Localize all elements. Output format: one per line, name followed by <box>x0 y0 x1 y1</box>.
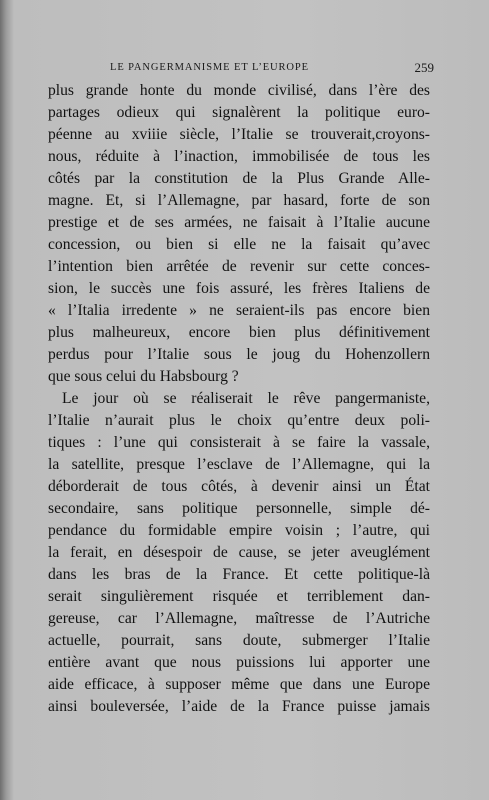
text-line: l’Italie n’aurait plus le choix qu’entre deux poli- <box>48 412 430 429</box>
text-line: prestige et de ses armées, ne faisait à l’Italie aucune <box>48 214 430 231</box>
text-line: l’intention bien arrêtée de revenir sur cette conces- <box>48 258 430 275</box>
text-line: côtés par la constitution de la Plus Grande Alle- <box>48 170 430 187</box>
paragraph <box>48 388 430 718</box>
book-page <box>18 0 489 800</box>
page-number: 259 <box>414 60 434 75</box>
paragraph <box>48 80 430 388</box>
text-line: perdus pour l’Italie sous le joug du Hohenzollern <box>48 346 430 363</box>
text-line: nous, réduite à l’inaction, immobilisée de tous les <box>48 148 430 165</box>
page-header <box>66 60 434 78</box>
text-line: magne. Et, si l’Allemagne, par hasard, forte de son <box>48 192 430 209</box>
body-text <box>48 80 430 718</box>
text-line: concession, ou bien si elle ne la faisait qu’avec <box>48 236 430 253</box>
running-title: LE PANGERMANISME ET L’EUROPE <box>110 62 309 73</box>
text-line: plus grande honte du monde civilisé, dans l’ère des <box>48 82 430 99</box>
text-line: pendance du formidable empire voisin ; l’autre, qui <box>48 522 430 539</box>
text-line: la satellite, presque l’esclave de l’Allemagne, qui la <box>48 456 430 473</box>
text-line: que sous celui du Habsbourg ? <box>48 368 239 385</box>
text-line: péenne au xviiie siècle, l’Italie se trouverait,croyons- <box>48 126 430 143</box>
text-line: actuelle, pourrait, sans doute, submerger l’Italie <box>48 632 430 649</box>
text-line: déborderait de tous côtés, à devenir ainsi un État <box>48 478 430 495</box>
text-line: tiques : l’une qui consisterait à se faire la vassale, <box>48 434 430 451</box>
text-line: plus malheureux, encore bien plus définitivement <box>48 324 430 341</box>
text-line: gereuse, car l’Allemagne, maîtresse de l’Autriche <box>48 610 430 627</box>
text-line: la ferait, en désespoir de cause, se jeter aveuglément <box>48 544 430 561</box>
text-line: aide efficace, à supposer même que dans une Europe <box>48 676 430 693</box>
text-line: entière avant que nous puissions lui apporter une <box>48 654 430 671</box>
text-line: « l’Italia irredente » ne seraient-ils pas encore bien <box>48 302 430 319</box>
text-line: Le jour où se réaliserait le rêve pangermaniste, <box>62 390 430 407</box>
text-line: ainsi bouleversée, l’aide de la France puisse jamais <box>48 698 430 715</box>
text-line: dans les bras de la France. Et cette politique-là <box>48 566 430 583</box>
text-line: secondaire, sans politique personnelle, simple dé- <box>48 500 430 517</box>
text-line: sion, le succès une fois assuré, les frères Italiens de <box>48 280 430 297</box>
text-line: partages odieux qui signalèrent la politique euro- <box>48 104 430 121</box>
text-line: serait singulièrement risquée et terriblement dan- <box>48 588 430 605</box>
